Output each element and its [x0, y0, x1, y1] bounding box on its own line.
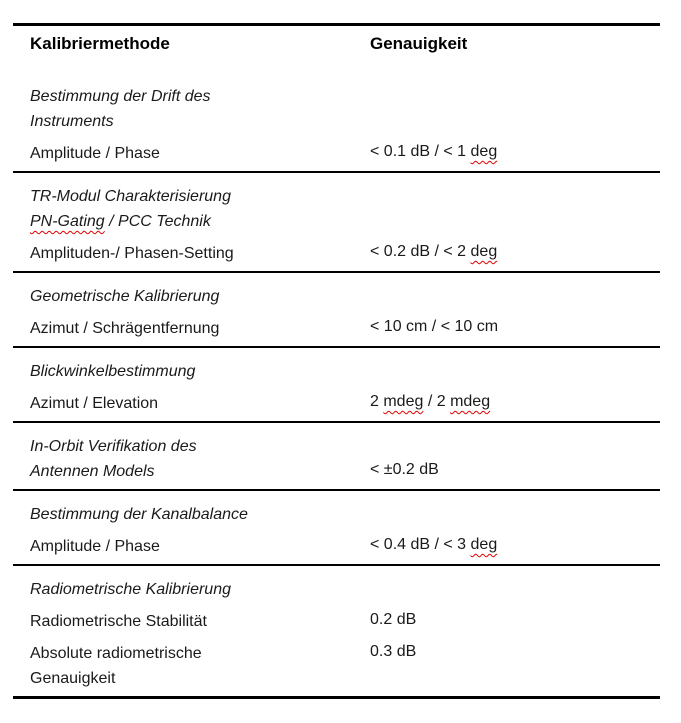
section-title-line	[30, 577, 660, 602]
text-run: < ±0.2 dB	[370, 461, 439, 478]
text-run: Antennen Models	[30, 463, 155, 480]
accuracy-value	[370, 607, 660, 632]
accuracy-value	[370, 139, 660, 164]
method-label	[30, 391, 370, 416]
table-section	[13, 171, 660, 271]
misspelled-word: deg	[470, 536, 498, 553]
accuracy-value	[370, 239, 660, 264]
column-header-accuracy: Genauigkeit	[370, 34, 468, 53]
table-row	[30, 316, 660, 341]
section-title-line	[30, 359, 660, 384]
table-row	[30, 141, 660, 166]
section-title	[30, 577, 660, 602]
table-section	[13, 84, 660, 171]
method-label-line	[30, 609, 370, 634]
table-row	[30, 534, 660, 559]
text-run: 0.2 dB	[370, 611, 417, 628]
section-title-line	[30, 109, 660, 134]
text-run: Bestimmung der Drift des	[30, 88, 211, 105]
calibration-table	[13, 23, 660, 699]
text-run: / PCC Technik	[104, 213, 211, 230]
method-label-line	[30, 141, 370, 166]
method-label-line	[30, 641, 370, 666]
accuracy-value	[370, 314, 660, 339]
misspelled-word: mdeg	[383, 393, 424, 410]
text-run: Bestimmung der Kanalbalance	[30, 506, 248, 523]
table-section	[13, 271, 660, 346]
accuracy-value	[370, 457, 660, 482]
method-label-line	[30, 459, 370, 484]
misspelled-word: deg	[470, 143, 498, 160]
method-label-line	[30, 666, 370, 691]
method-label-line	[30, 391, 370, 416]
table-row	[30, 641, 660, 691]
text-run: Amplitude / Phase	[30, 145, 160, 162]
method-label	[30, 609, 370, 634]
accuracy-value	[370, 532, 660, 557]
table-header-row	[13, 26, 660, 84]
section-title-line	[30, 284, 660, 309]
column-header-method: Kalibriermethode	[30, 34, 170, 53]
table-row	[30, 391, 660, 416]
section-title-line	[30, 209, 660, 234]
section-title	[30, 184, 660, 234]
method-label-line	[30, 534, 370, 559]
section-title	[30, 502, 660, 527]
section-title	[30, 284, 660, 309]
method-label	[30, 534, 370, 559]
text-run: 2	[370, 393, 384, 410]
table-body	[13, 84, 660, 696]
section-title	[30, 84, 660, 134]
method-label	[30, 459, 370, 484]
text-run: 0.3 dB	[370, 643, 417, 660]
section-title-line	[30, 502, 660, 527]
text-run: Amplituden-/ Phasen-Setting	[30, 245, 234, 262]
method-label	[30, 241, 370, 266]
table-section	[13, 564, 660, 696]
accuracy-value	[370, 639, 660, 689]
table-section	[13, 346, 660, 421]
text-run: < 0.4 dB / < 3	[370, 536, 471, 553]
section-title-line	[30, 434, 660, 459]
text-run: < 10 cm / < 10 cm	[370, 318, 499, 335]
section-title	[30, 434, 660, 459]
method-label	[30, 141, 370, 166]
method-label-line	[30, 316, 370, 341]
text-run: Absolute radiometrische	[30, 645, 202, 662]
section-title-line	[30, 84, 660, 109]
table-row	[30, 609, 660, 634]
method-label	[30, 316, 370, 341]
table-section	[13, 421, 660, 489]
text-run: Genauigkeit	[30, 670, 116, 687]
text-run: Azimut / Schrägentfernung	[30, 320, 220, 337]
text-run: TR-Modul Charakterisierung	[30, 188, 231, 205]
table-section	[13, 489, 660, 564]
text-run: Radiometrische Stabilität	[30, 613, 207, 630]
text-run: In-Orbit Verifikation des	[30, 438, 197, 455]
method-label-line	[30, 241, 370, 266]
method-label	[30, 641, 370, 691]
table-row	[30, 459, 660, 484]
text-run: < 0.1 dB / < 1	[370, 143, 471, 160]
misspelled-word: mdeg	[450, 393, 491, 410]
table-row	[30, 241, 660, 266]
text-run: Amplitude / Phase	[30, 538, 160, 555]
text-run: Instruments	[30, 113, 114, 130]
text-run: Radiometrische Kalibrierung	[30, 581, 231, 598]
text-run: Azimut / Elevation	[30, 395, 159, 412]
section-title-line	[30, 184, 660, 209]
text-run: < 0.2 dB / < 2	[370, 243, 471, 260]
accuracy-value	[370, 389, 660, 414]
section-title	[30, 359, 660, 384]
text-run: / 2	[423, 393, 451, 410]
misspelled-word: PN-Gating	[30, 213, 105, 230]
misspelled-word: deg	[470, 243, 498, 260]
text-run: Geometrische Kalibrierung	[30, 288, 220, 305]
text-run: Blickwinkelbestimmung	[30, 363, 196, 380]
